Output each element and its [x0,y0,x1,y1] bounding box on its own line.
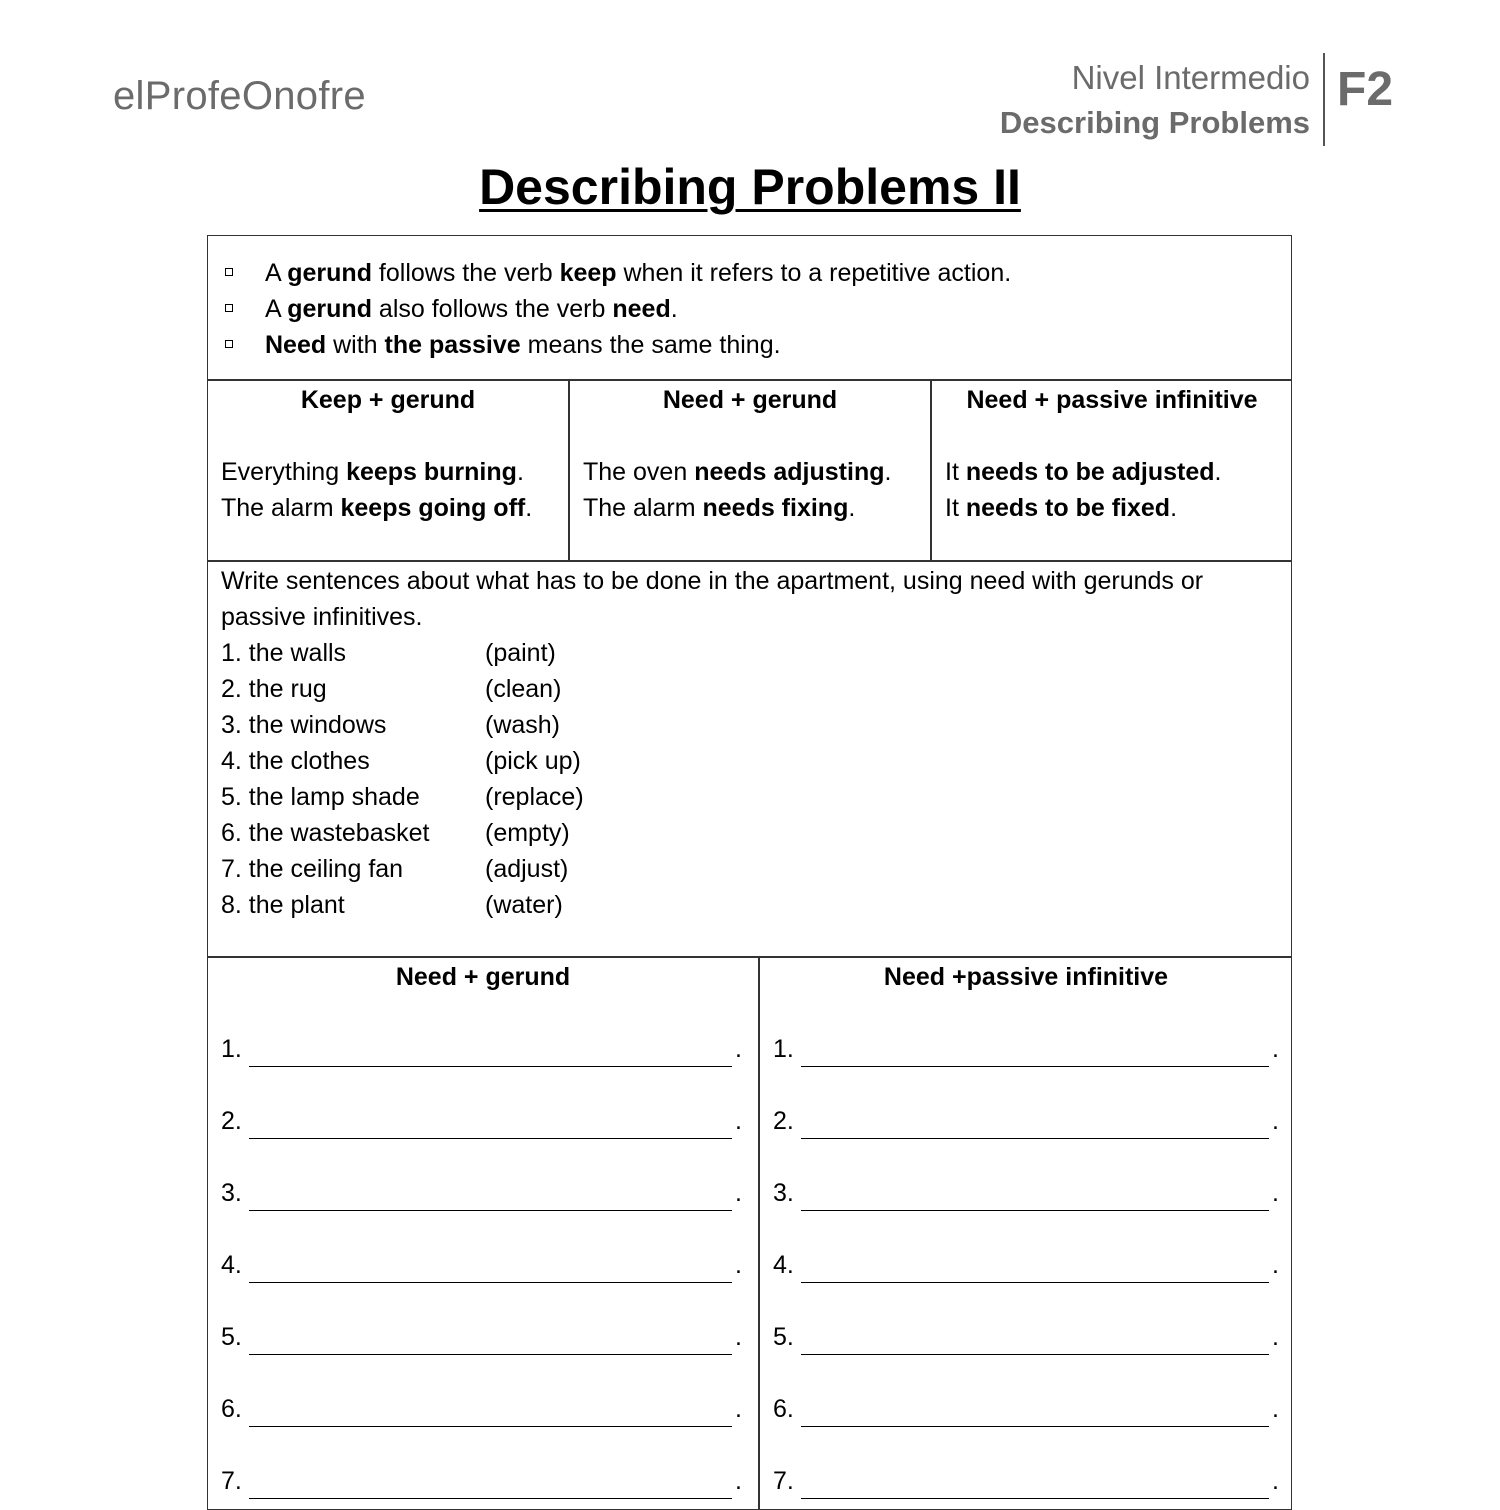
item-label: 6. the wastebasket [221,819,430,847]
example-sentence [221,490,532,526]
answers-left-heading: Need + gerund [395,963,571,991]
divider-answers [758,957,760,1510]
bold-text: gerund [287,295,372,323]
answer-period: . [735,1395,742,1423]
examples-need-passive [945,454,1221,526]
answer-blank-input[interactable] [801,1184,1269,1211]
answer-blank-input[interactable] [249,1184,732,1211]
text: . [884,458,892,486]
answer-period: . [1272,1035,1279,1063]
text: A [265,259,288,287]
example-sentence [221,454,532,490]
answer-blank-input[interactable] [801,1112,1269,1139]
bold-text: needs to be adjusted [965,458,1215,486]
answer-line-right [773,1391,1279,1427]
rule-item [222,327,1011,363]
exercise-item [221,635,584,671]
page-title [0,158,1500,216]
exercise-instructions: Write sentences about what has to be done in the apartment, using need with gerunds or passive infinitives. [221,567,1204,631]
checkbox-bullet-icon [225,268,233,276]
answer-period: . [1272,1107,1279,1135]
item-label: 7. the ceiling fan [221,855,404,883]
text: The alarm [583,494,703,522]
text: with [326,331,385,359]
answer-period: . [735,1179,742,1207]
item-label: 4. the clothes [221,747,370,775]
item-verb: (wash) [485,711,561,739]
answer-blank-input[interactable] [801,1400,1269,1427]
item-label: 5. the lamp shade [221,783,420,811]
bold-text: keeps going off [340,494,526,522]
col-heading-need-passive: Need + passive infinitive [966,386,1258,414]
text: . [670,295,678,323]
exercise-item [221,707,584,743]
text: . [1214,458,1222,486]
item-verb: (replace) [485,783,584,811]
answer-number: 7. [773,1467,794,1495]
answer-line-right [773,1247,1279,1283]
level-label: Nivel Intermedio [1071,59,1310,96]
text: Everything [221,458,347,486]
bold-text: need [612,295,671,323]
answer-blank-input[interactable] [249,1112,732,1139]
exercise-item [221,851,584,887]
item-verb: (adjust) [485,855,569,883]
worksheet-code: F2 [1337,63,1394,116]
item-verb: (pick up) [485,747,581,775]
answer-number: 5. [773,1323,794,1351]
answer-line-left [221,1319,742,1355]
answer-period: . [735,1251,742,1279]
exercise-item [221,779,584,815]
text: It [945,458,966,486]
answer-line-right [773,1319,1279,1355]
answer-line-left [221,1247,742,1283]
answer-line-left [221,1391,742,1427]
answer-number: 1. [773,1035,794,1063]
answer-period: . [1272,1467,1279,1495]
text: follows the verb [371,259,560,287]
answer-number: 6. [221,1395,242,1423]
text: also follows the verb [371,295,613,323]
answer-line-left [221,1103,742,1139]
topic-label: Describing Problems [999,105,1310,140]
text: . [1170,494,1178,522]
answer-blank-input[interactable] [249,1472,732,1499]
answer-line-left [221,1463,742,1499]
examples-keep-gerund [221,454,532,526]
item-label: 8. the plant [221,891,345,919]
brand-name: elProfeOnofre [113,74,366,118]
text: . [848,494,856,522]
text: The oven [583,458,695,486]
page-title-text: Describing Problems II [479,159,1021,215]
text: . [516,458,524,486]
item-verb: (empty) [485,819,570,847]
rule-item [222,255,1011,291]
exercise-item [221,671,584,707]
answer-line-right [773,1103,1279,1139]
bold-text: Need [265,331,327,359]
item-label: 3. the windows [221,711,387,739]
answer-line-right [773,1031,1279,1067]
exercise-item [221,815,584,851]
bold-text: keep [559,259,617,287]
divider-examples [207,560,1292,562]
checkbox-bullet-icon [225,304,233,312]
example-sentence [583,490,891,526]
item-verb: (water) [485,891,563,919]
bold-text: keeps burning [346,458,517,486]
answer-period: . [1272,1323,1279,1351]
answer-period: . [1272,1179,1279,1207]
examples-need-gerund [583,454,891,526]
answer-blank-input[interactable] [801,1472,1269,1499]
answer-number: 2. [773,1107,794,1135]
exercise-items [221,635,584,923]
example-sentence [945,490,1221,526]
answer-blank-input[interactable] [801,1040,1269,1067]
text: . [525,494,533,522]
example-sentence [945,454,1221,490]
answer-blank-input[interactable] [249,1400,732,1427]
answer-number: 1. [221,1035,242,1063]
item-label: 1. the walls [221,639,347,667]
col-heading-keep-gerund: Keep + gerund [300,386,476,414]
answer-number: 4. [221,1251,242,1279]
answer-line-right [773,1175,1279,1211]
answer-number: 6. [773,1395,794,1423]
answer-line-right [773,1463,1279,1499]
item-verb: (clean) [485,675,562,703]
answer-number: 2. [221,1107,242,1135]
answer-number: 7. [221,1467,242,1495]
rule-item [222,291,1011,327]
item-label: 2. the rug [221,675,327,703]
answer-blank-input[interactable] [249,1040,732,1067]
answer-period: . [1272,1395,1279,1423]
bold-text: needs fixing [702,494,849,522]
answer-blank-input[interactable] [801,1328,1269,1355]
text: The alarm [221,494,341,522]
bold-text: the passive [384,331,521,359]
text: It [945,494,966,522]
answer-blank-input[interactable] [801,1256,1269,1283]
text: when it refers to a repetitive action. [616,259,1012,287]
header-divider [1323,53,1325,146]
bold-text: needs adjusting [694,458,885,486]
answer-period: . [735,1107,742,1135]
rules-list [222,255,1011,363]
header-info [1000,58,1310,148]
exercise-item [221,743,584,779]
answer-number: 4. [773,1251,794,1279]
answer-line-left [221,1031,742,1067]
col-heading-need-gerund: Need + gerund [662,386,838,414]
answer-number: 3. [773,1179,794,1207]
answer-blank-input[interactable] [249,1256,732,1283]
exercise-item [221,887,584,923]
answer-line-left [221,1175,742,1211]
checkbox-bullet-icon [225,340,233,348]
answer-period: . [735,1323,742,1351]
text: A [265,295,288,323]
item-verb: (paint) [485,639,556,667]
text: means the same thing. [520,331,781,359]
answer-period: . [1272,1251,1279,1279]
example-sentence [583,454,891,490]
answer-number: 3. [221,1179,242,1207]
answers-right-heading: Need +passive infinitive [883,963,1169,991]
answer-blank-input[interactable] [249,1328,732,1355]
answer-period: . [735,1467,742,1495]
bold-text: needs to be fixed [965,494,1171,522]
answer-period: . [735,1035,742,1063]
answer-number: 5. [221,1323,242,1351]
bold-text: gerund [287,259,372,287]
